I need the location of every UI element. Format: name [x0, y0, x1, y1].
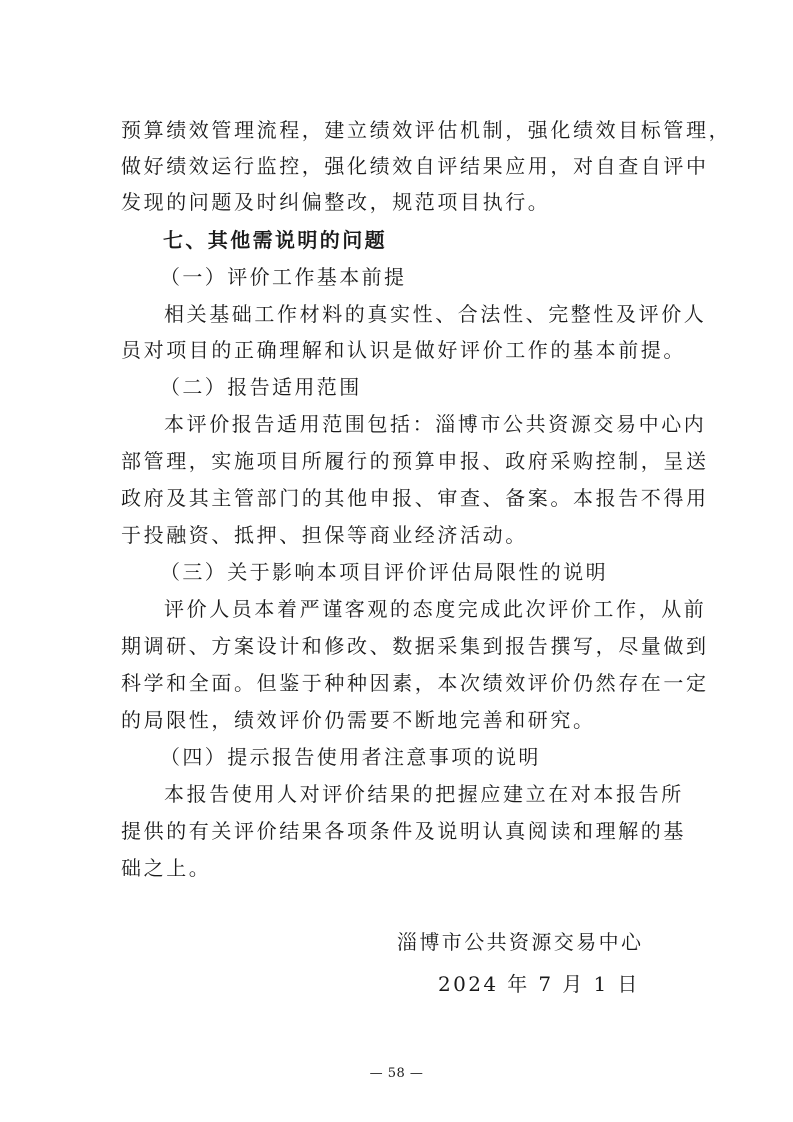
signature-date: 2024 年 7 月 1 日	[438, 972, 640, 996]
subsection-heading: （一）评价工作基本前提	[160, 265, 407, 289]
paragraph-line: 做好绩效运行监控，强化绩效自评结果应用，对自查自评中	[121, 154, 709, 178]
paragraph-line: 科学和全面。但鉴于种种因素，本次绩效评价仍然存在一定	[121, 671, 709, 695]
paragraph-line: 政府及其主管部门的其他申报、审查、备案。本报告不得用	[121, 486, 709, 510]
paragraph-line: 本评价报告适用范围包括：淄博市公共资源交易中心内	[164, 412, 707, 436]
paragraph-line: 部管理，实施项目所履行的预算申报、政府采购控制，呈送	[121, 449, 709, 473]
page-number: — 58 —	[369, 1066, 424, 1081]
paragraph-line: 评价人员本着严谨客观的态度完成此次评价工作，从前	[164, 597, 707, 621]
paragraph-line: 的局限性，绩效评价仍需要不断地完善和研究。	[121, 708, 596, 732]
paragraph-line: 期调研、方案设计和修改、数据采集到报告撰写，尽量做到	[121, 634, 709, 658]
subsection-heading: （二）报告适用范围	[160, 375, 362, 399]
subsection-heading: （三）关于影响本项目评价评估局限性的说明	[160, 560, 608, 584]
paragraph-line: 预算绩效管理流程，建立绩效评估机制，强化绩效目标管理，	[121, 118, 732, 142]
paragraph-line: 相关基础工作材料的真实性、合法性、完整性及评价人	[164, 302, 707, 326]
paragraph-line: 发现的问题及时纠偏整改，规范项目执行。	[121, 190, 551, 214]
paragraph-line: 于投融资、抵押、担保等商业经济活动。	[121, 523, 528, 547]
signature-organization: 淄博市公共资源交易中心	[397, 930, 644, 954]
paragraph-line: 础之上。	[121, 856, 212, 880]
paragraph-line: 提供的有关评价结果各项条件及说明认真阅读和理解的基	[121, 819, 686, 843]
subsection-heading: （四）提示报告使用者注意事项的说明	[160, 745, 541, 769]
paragraph-line: 员对项目的正确理解和认识是做好评价工作的基本前提。	[121, 338, 686, 362]
section-heading: 七、其他需说明的问题	[163, 228, 387, 252]
paragraph-line: 本报告使用人对评价结果的把握应建立在对本报告所	[164, 782, 684, 806]
